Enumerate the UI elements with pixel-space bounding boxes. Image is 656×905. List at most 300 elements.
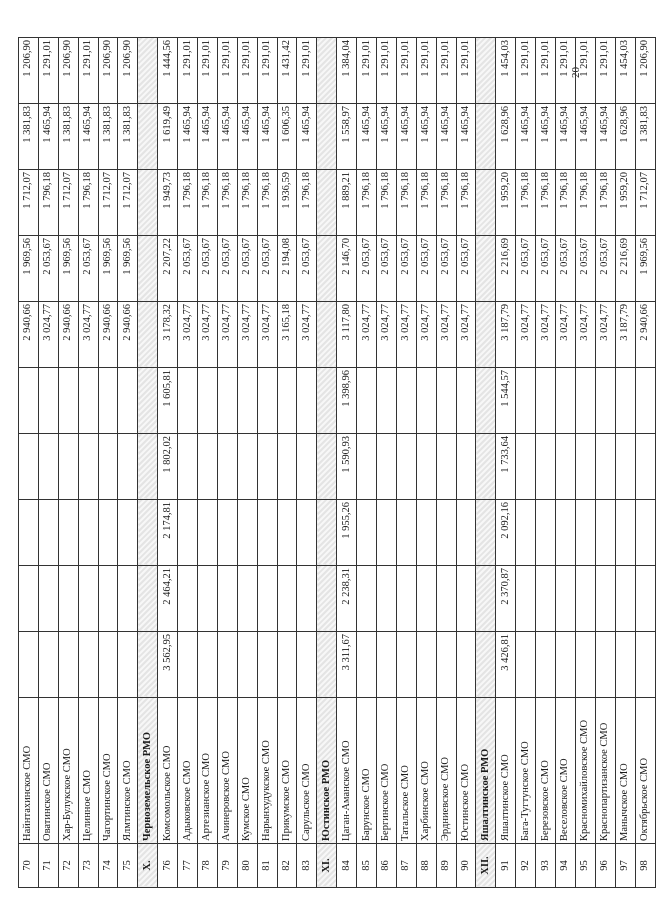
value-cell <box>595 566 615 632</box>
value-cell: 2 053,67 <box>217 236 237 302</box>
value-cell: 1 291,01 <box>377 38 397 104</box>
row-number: 84 <box>337 844 357 888</box>
value-cell: 1 796,18 <box>237 170 257 236</box>
value-cell <box>476 104 496 170</box>
row-number: 82 <box>277 844 297 888</box>
value-cell: 2 174,81 <box>158 500 178 566</box>
municipality-name: Оватинское СМО <box>38 698 58 844</box>
value-cell: 3 024,77 <box>377 302 397 368</box>
value-cell: 1 291,01 <box>516 38 536 104</box>
value-cell <box>536 566 556 632</box>
value-cell <box>138 38 158 104</box>
value-cell: 1 465,94 <box>575 104 595 170</box>
value-cell <box>138 434 158 500</box>
municipality-name: Нарынхудукское СМО <box>257 698 277 844</box>
value-cell <box>476 302 496 368</box>
value-cell: 2 053,67 <box>377 236 397 302</box>
value-cell <box>178 434 198 500</box>
value-cell: 3 024,77 <box>78 302 98 368</box>
value-cell <box>138 302 158 368</box>
value-cell: 1 796,18 <box>297 170 317 236</box>
value-cell: 1 206,90 <box>58 38 78 104</box>
value-cell: 2 053,67 <box>595 236 615 302</box>
value-cell <box>257 632 277 698</box>
table-row <box>217 38 237 888</box>
section-row <box>138 38 158 888</box>
value-cell: 1 291,01 <box>237 38 257 104</box>
value-cell <box>317 632 337 698</box>
value-cell: 2 053,67 <box>198 236 218 302</box>
municipality-name: Адыковское СМО <box>178 698 198 844</box>
table-row <box>516 38 536 888</box>
value-cell <box>217 632 237 698</box>
value-cell: 1 291,01 <box>556 38 576 104</box>
value-cell <box>138 500 158 566</box>
table-row <box>536 38 556 888</box>
value-cell: 1 381,83 <box>19 104 39 170</box>
value-cell <box>297 632 317 698</box>
value-cell: 1 802,02 <box>158 434 178 500</box>
municipality-name: Манычское СМО <box>615 698 635 844</box>
value-cell <box>217 434 237 500</box>
value-cell <box>516 434 536 500</box>
table-row <box>595 38 615 888</box>
row-number: 80 <box>237 844 257 888</box>
table-row <box>357 38 377 888</box>
value-cell: 3 024,77 <box>456 302 476 368</box>
table-row <box>436 38 456 888</box>
value-cell: 3 024,77 <box>357 302 377 368</box>
value-cell: 2 370,87 <box>496 566 516 632</box>
value-cell <box>317 368 337 434</box>
value-cell <box>19 566 39 632</box>
value-cell <box>38 368 58 434</box>
value-cell: 3 024,77 <box>516 302 536 368</box>
table-row <box>297 38 317 888</box>
row-number: X. <box>138 844 158 888</box>
value-cell <box>635 500 655 566</box>
municipality-name: Найнтахинское СМО <box>19 698 39 844</box>
value-cell: 3 178,32 <box>158 302 178 368</box>
value-cell <box>635 566 655 632</box>
value-cell: 1 291,01 <box>297 38 317 104</box>
value-cell <box>635 368 655 434</box>
value-cell <box>138 170 158 236</box>
value-cell <box>257 500 277 566</box>
value-cell <box>98 500 118 566</box>
value-cell <box>456 434 476 500</box>
value-cell <box>357 368 377 434</box>
value-cell <box>436 368 456 434</box>
value-cell: 1 796,18 <box>396 170 416 236</box>
table-row <box>198 38 218 888</box>
table-row <box>456 38 476 888</box>
row-number: 97 <box>615 844 635 888</box>
value-cell: 2 053,67 <box>536 236 556 302</box>
value-cell: 3 311,67 <box>337 632 357 698</box>
municipality-name: Эрдниевское СМО <box>436 698 456 844</box>
value-cell: 2 053,67 <box>456 236 476 302</box>
value-cell <box>138 104 158 170</box>
value-cell <box>178 368 198 434</box>
value-cell: 1 712,07 <box>58 170 78 236</box>
section-name: Черноземельское РМО <box>138 698 158 844</box>
value-cell: 1 384,04 <box>337 38 357 104</box>
value-cell <box>78 434 98 500</box>
value-cell: 1 796,18 <box>357 170 377 236</box>
value-cell: 1 619,49 <box>158 104 178 170</box>
value-cell <box>317 566 337 632</box>
value-cell <box>38 500 58 566</box>
value-cell: 3 024,77 <box>297 302 317 368</box>
value-cell <box>615 368 635 434</box>
value-cell: 3 024,77 <box>436 302 456 368</box>
value-cell <box>198 500 218 566</box>
table-row <box>118 38 138 888</box>
row-number: 73 <box>78 844 98 888</box>
value-cell: 3 024,77 <box>595 302 615 368</box>
value-cell <box>78 566 98 632</box>
value-cell: 2 940,66 <box>118 302 138 368</box>
value-cell <box>436 632 456 698</box>
row-number: 77 <box>178 844 198 888</box>
value-cell <box>277 434 297 500</box>
value-cell: 1 465,94 <box>556 104 576 170</box>
value-cell: 3 024,77 <box>38 302 58 368</box>
value-cell: 1 796,18 <box>178 170 198 236</box>
value-cell: 2 940,66 <box>98 302 118 368</box>
value-cell <box>297 434 317 500</box>
value-cell: 3 024,77 <box>257 302 277 368</box>
value-cell: 1 291,01 <box>396 38 416 104</box>
value-cell: 1 712,07 <box>635 170 655 236</box>
municipality-name: Прикумское СМО <box>277 698 297 844</box>
municipality-name: Октябрьское СМО <box>635 698 655 844</box>
value-cell <box>595 500 615 566</box>
value-cell: 1 969,56 <box>58 236 78 302</box>
value-cell: 2 216,69 <box>496 236 516 302</box>
value-cell: 1 291,01 <box>78 38 98 104</box>
table-row <box>337 38 357 888</box>
value-cell <box>476 170 496 236</box>
row-number: 91 <box>496 844 516 888</box>
value-cell: 1 955,26 <box>337 500 357 566</box>
value-cell: 1 291,01 <box>357 38 377 104</box>
value-cell: 1 465,94 <box>217 104 237 170</box>
value-cell: 1 796,18 <box>536 170 556 236</box>
table-body <box>19 38 656 888</box>
value-cell: 1 465,94 <box>357 104 377 170</box>
value-cell: 1 733,64 <box>496 434 516 500</box>
value-cell: 1 969,56 <box>19 236 39 302</box>
municipality-name: Ачинеровское СМО <box>217 698 237 844</box>
value-cell <box>575 566 595 632</box>
value-cell <box>297 566 317 632</box>
value-cell: 3 024,77 <box>217 302 237 368</box>
value-cell <box>456 500 476 566</box>
table-row <box>635 38 655 888</box>
value-cell <box>317 104 337 170</box>
value-cell <box>436 434 456 500</box>
value-cell <box>138 632 158 698</box>
value-cell: 1 291,01 <box>536 38 556 104</box>
value-cell <box>98 632 118 698</box>
value-cell <box>237 368 257 434</box>
municipality-name: Березовское СМО <box>536 698 556 844</box>
value-cell: 1 398,96 <box>337 368 357 434</box>
value-cell: 1 465,94 <box>198 104 218 170</box>
value-cell: 2 940,66 <box>635 302 655 368</box>
value-cell: 1 969,56 <box>118 236 138 302</box>
value-cell: 1 796,18 <box>217 170 237 236</box>
value-cell <box>575 368 595 434</box>
value-cell <box>19 632 39 698</box>
municipality-name: Сарульское СМО <box>297 698 317 844</box>
value-cell: 2 053,67 <box>436 236 456 302</box>
value-cell <box>635 434 655 500</box>
municipality-name: Целинное СМО <box>78 698 98 844</box>
value-cell: 2 464,21 <box>158 566 178 632</box>
value-cell <box>476 500 496 566</box>
value-cell <box>118 500 138 566</box>
table-row <box>257 38 277 888</box>
municipality-name: Краснопартизанское СМО <box>595 698 615 844</box>
value-cell: 1 544,57 <box>496 368 516 434</box>
value-cell <box>615 566 635 632</box>
value-cell <box>19 500 39 566</box>
value-cell <box>297 368 317 434</box>
value-cell <box>38 566 58 632</box>
value-cell <box>575 500 595 566</box>
value-cell <box>396 368 416 434</box>
value-cell: 2 207,22 <box>158 236 178 302</box>
row-number: XII. <box>476 844 496 888</box>
municipality-name: Барунское СМО <box>357 698 377 844</box>
value-cell: 1 206,90 <box>98 38 118 104</box>
value-cell <box>217 500 237 566</box>
value-cell: 1 796,18 <box>198 170 218 236</box>
section-row <box>317 38 337 888</box>
value-cell <box>297 500 317 566</box>
value-cell: 2 092,16 <box>496 500 516 566</box>
value-cell <box>78 368 98 434</box>
value-cell <box>118 632 138 698</box>
value-cell <box>476 368 496 434</box>
table-row <box>277 38 297 888</box>
value-cell <box>476 236 496 302</box>
value-cell <box>138 566 158 632</box>
value-cell: 1 454,03 <box>496 38 516 104</box>
table-row <box>496 38 516 888</box>
table-row <box>178 38 198 888</box>
value-cell: 1 969,56 <box>635 236 655 302</box>
value-cell: 3 117,80 <box>337 302 357 368</box>
value-cell: 1 465,94 <box>237 104 257 170</box>
row-number: 89 <box>436 844 456 888</box>
row-number: XI. <box>317 844 337 888</box>
value-cell: 1 381,83 <box>98 104 118 170</box>
value-cell: 1 606,35 <box>277 104 297 170</box>
row-number: 83 <box>297 844 317 888</box>
value-cell <box>436 566 456 632</box>
value-cell <box>556 500 576 566</box>
value-cell: 2 940,66 <box>58 302 78 368</box>
section-row <box>476 38 496 888</box>
value-cell <box>536 632 556 698</box>
value-cell: 1 465,94 <box>516 104 536 170</box>
value-cell: 2 053,67 <box>78 236 98 302</box>
value-cell <box>416 500 436 566</box>
row-number: 85 <box>357 844 377 888</box>
section-name: Юстинское РМО <box>317 698 337 844</box>
value-cell: 1 959,20 <box>615 170 635 236</box>
value-cell <box>257 434 277 500</box>
value-cell <box>556 566 576 632</box>
value-cell <box>416 566 436 632</box>
value-cell: 1 959,20 <box>496 170 516 236</box>
value-cell: 1 712,07 <box>118 170 138 236</box>
municipality-name: Бергинское СМО <box>377 698 397 844</box>
value-cell: 3 024,77 <box>237 302 257 368</box>
value-cell <box>536 500 556 566</box>
value-cell <box>277 632 297 698</box>
value-cell: 3 165,18 <box>277 302 297 368</box>
value-cell: 1 605,81 <box>158 368 178 434</box>
table-row <box>98 38 118 888</box>
municipality-name: Бага-Тугтунское СМО <box>516 698 536 844</box>
value-cell: 2 053,67 <box>237 236 257 302</box>
value-cell <box>217 368 237 434</box>
page-number: 20 <box>570 67 582 78</box>
table-row <box>78 38 98 888</box>
value-cell: 3 024,77 <box>556 302 576 368</box>
table-row <box>416 38 436 888</box>
value-cell: 2 940,66 <box>19 302 39 368</box>
table-row <box>377 38 397 888</box>
value-cell: 1 291,01 <box>38 38 58 104</box>
value-cell: 1 206,90 <box>635 38 655 104</box>
value-cell: 1 431,42 <box>277 38 297 104</box>
row-number: 72 <box>58 844 78 888</box>
municipality-name: Ялмтинское СМО <box>118 698 138 844</box>
municipality-name: Цаган-Аманское СМО <box>337 698 357 844</box>
value-cell: 1 796,18 <box>456 170 476 236</box>
row-number: 88 <box>416 844 436 888</box>
value-cell <box>178 500 198 566</box>
value-cell: 3 187,79 <box>615 302 635 368</box>
value-cell <box>516 566 536 632</box>
value-cell <box>396 434 416 500</box>
value-cell <box>476 632 496 698</box>
row-number: 94 <box>556 844 576 888</box>
row-number: 96 <box>595 844 615 888</box>
value-cell: 1 291,01 <box>178 38 198 104</box>
value-cell: 1 465,94 <box>595 104 615 170</box>
value-cell <box>377 434 397 500</box>
value-cell <box>317 236 337 302</box>
value-cell: 2 053,67 <box>575 236 595 302</box>
row-number: 92 <box>516 844 536 888</box>
value-cell: 1 381,83 <box>58 104 78 170</box>
value-cell: 1 291,01 <box>217 38 237 104</box>
value-cell <box>377 566 397 632</box>
value-cell: 1 969,56 <box>98 236 118 302</box>
value-cell <box>58 632 78 698</box>
value-cell <box>118 566 138 632</box>
value-cell: 1 291,01 <box>436 38 456 104</box>
value-cell <box>317 170 337 236</box>
value-cell <box>456 368 476 434</box>
rotated-table-container <box>18 38 651 888</box>
row-number: 87 <box>396 844 416 888</box>
value-cell: 1 465,94 <box>396 104 416 170</box>
value-cell: 3 426,81 <box>496 632 516 698</box>
value-cell <box>198 632 218 698</box>
value-cell: 2 238,31 <box>337 566 357 632</box>
value-cell: 1 465,94 <box>377 104 397 170</box>
value-cell <box>58 434 78 500</box>
value-cell <box>98 434 118 500</box>
value-cell <box>38 434 58 500</box>
value-cell <box>317 302 337 368</box>
value-cell: 2 053,67 <box>357 236 377 302</box>
value-cell <box>277 500 297 566</box>
value-cell <box>98 566 118 632</box>
row-number: 95 <box>575 844 595 888</box>
table-row <box>19 38 39 888</box>
value-cell: 3 187,79 <box>496 302 516 368</box>
value-cell: 2 053,67 <box>416 236 436 302</box>
value-cell <box>257 566 277 632</box>
value-cell: 1 712,07 <box>98 170 118 236</box>
value-cell <box>118 368 138 434</box>
value-cell: 2 053,67 <box>257 236 277 302</box>
value-cell <box>556 632 576 698</box>
value-cell <box>357 434 377 500</box>
value-cell: 1 465,94 <box>456 104 476 170</box>
value-cell: 1 712,07 <box>19 170 39 236</box>
value-cell <box>58 566 78 632</box>
value-cell <box>615 434 635 500</box>
tariff-table <box>18 37 656 888</box>
municipality-name: Веселовское СМО <box>556 698 576 844</box>
value-cell: 3 024,77 <box>575 302 595 368</box>
value-cell <box>19 368 39 434</box>
value-cell: 1 291,01 <box>595 38 615 104</box>
value-cell <box>456 566 476 632</box>
value-cell <box>595 632 615 698</box>
value-cell <box>396 632 416 698</box>
value-cell <box>377 500 397 566</box>
value-cell <box>277 368 297 434</box>
value-cell: 2 194,08 <box>277 236 297 302</box>
value-cell: 1 936,59 <box>277 170 297 236</box>
value-cell: 3 024,77 <box>178 302 198 368</box>
municipality-name: Яшалтинское СМО <box>496 698 516 844</box>
value-cell <box>396 500 416 566</box>
value-cell: 1 796,18 <box>78 170 98 236</box>
value-cell <box>556 434 576 500</box>
row-number: 81 <box>257 844 277 888</box>
value-cell: 1 465,94 <box>297 104 317 170</box>
value-cell: 1 381,83 <box>118 104 138 170</box>
value-cell: 1 444,56 <box>158 38 178 104</box>
value-cell <box>78 632 98 698</box>
value-cell: 2 053,67 <box>516 236 536 302</box>
value-cell: 1 465,94 <box>38 104 58 170</box>
value-cell <box>118 434 138 500</box>
value-cell: 1 796,18 <box>516 170 536 236</box>
